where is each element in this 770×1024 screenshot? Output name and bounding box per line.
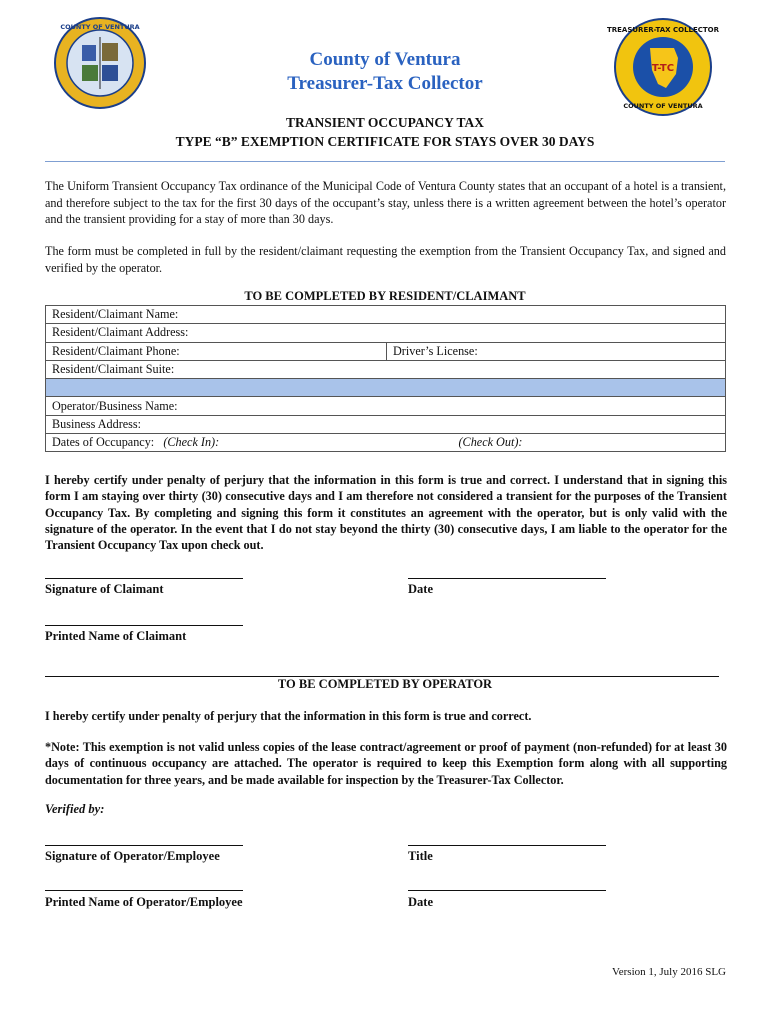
claimant-suite-field[interactable] [46,360,726,378]
right-seal-bottom: COUNTY OF VENTURA [623,102,703,110]
operator-title-line[interactable] [408,845,606,846]
left-seal-text: COUNTY OF VENTURA [60,23,140,31]
operator-certification: I hereby certify under penalty of perjury that the information in this form is true and correct. [45,709,532,723]
intro-paragraph-1: The Uniform Transient Occupancy Tax ordinance of the Municipal Code of Ventura County states that an occupant of a hotel is a transient, and therefore subject to the tax for the first 30 days of the occupant’s stay, unless there is a written agreement between the hotel’s operator and the transient providing for a stay of more than 30 days. [45,179,726,226]
table-separator-band [46,379,726,397]
operator-name-field[interactable] [46,397,726,415]
intro-paragraph-2: The form must be completed in full by the resident/claimant requesting the exemption from the Transient Occupancy Tax, and signed and verified by the operator. [45,244,726,275]
header-divider [45,161,725,162]
form-title-line2: TYPE “B” EXEMPTION CERTIFICATE FOR STAYS OVER 30 DAYS [175,134,595,149]
operator-name-label: Operator/Business Name: [52,398,178,413]
claimant-phone-label: Resident/Claimant Phone: [52,343,180,358]
check-in-label: (Check In): [163,435,220,450]
table-row [46,415,726,433]
operator-signature-line[interactable] [45,845,243,846]
drivers-license-field[interactable] [387,342,726,360]
claimant-signature-line[interactable] [45,578,243,579]
business-address-field[interactable] [46,415,726,433]
operator-printed-name-line[interactable] [45,890,243,891]
claimant-date-line[interactable] [408,578,606,579]
claimant-printed-name-line[interactable] [45,625,243,626]
operator-section-heading: TO BE COMPLETED BY OPERATOR [277,677,493,691]
office-name: Treasurer-Tax Collector [287,73,483,94]
operator-signature-label: Signature of Operator/Employee [45,849,220,863]
business-address-label: Business Address: [52,416,142,431]
table-row [46,379,726,397]
claimant-address-label: Resident/Claimant Address: [52,325,189,340]
resident-section-heading: TO BE COMPLETED BY RESIDENT/CLAIMANT [244,289,526,303]
dates-label: Dates of Occupancy: [52,435,155,450]
check-out-label: (Check Out): [458,435,523,450]
table-row [46,306,726,324]
right-seal-center: T-TC [651,63,675,74]
county-name: County of Ventura [309,49,461,70]
claimant-date-label: Date [408,582,433,596]
verified-by-label: Verified by: [45,802,105,816]
claimant-certification: I hereby certify under penalty of perjury that the information in this form is true and correct. I understand that in signing this form I am staying over thirty (30) consecutive days and I am therefore not considered a transient for the purposes of the Transient Occupancy Tax. By completing and signing this form it constitutes an agreement with the operator, but is only valid with the signature of the operator. In the event that I do not stay beyond the thirty (30) consecutive days, I am liable to the operator for the Transient Occupancy Tax upon check out. [45,473,727,553]
claimant-address-field[interactable] [46,324,726,342]
right-seal-text: TREASURER-TAX COLLECTOR [606,26,720,34]
drivers-license-label: Driver’s License: [393,343,478,358]
table-row [46,397,726,415]
table-row [46,342,726,360]
version-footer: Version 1, July 2016 SLG [612,966,726,978]
claimant-suite-label: Resident/Claimant Suite: [52,362,175,377]
claimant-name-field[interactable] [46,306,726,324]
claimant-phone-field[interactable] [46,342,387,360]
resident-info-table [45,305,726,452]
table-row [46,434,726,452]
operator-note: *Note: This exemption is not valid unless copies of the lease contract/agreement or proof of payment (non-refunded) for at least 30 days of continuous occupancy are attached. The operator is required to keep this Exemption form along with all supporting documentation for three years, and be made available for inspection by the Treasurer-Tax Collector. [45,740,727,787]
operator-date-line[interactable] [408,890,606,891]
table-row [46,324,726,342]
operator-title-label: Title [408,849,433,863]
dates-of-occupancy-field[interactable] [46,434,726,452]
claimant-printed-name-label: Printed Name of Claimant [45,629,187,643]
form-title-line1: TRANSIENT OCCUPANCY TAX [285,115,485,130]
table-row [46,360,726,378]
operator-date-label: Date [408,895,433,909]
operator-printed-name-label: Printed Name of Operator/Employee [45,895,243,909]
claimant-signature-label: Signature of Claimant [45,582,164,596]
claimant-name-label: Resident/Claimant Name: [52,307,179,322]
